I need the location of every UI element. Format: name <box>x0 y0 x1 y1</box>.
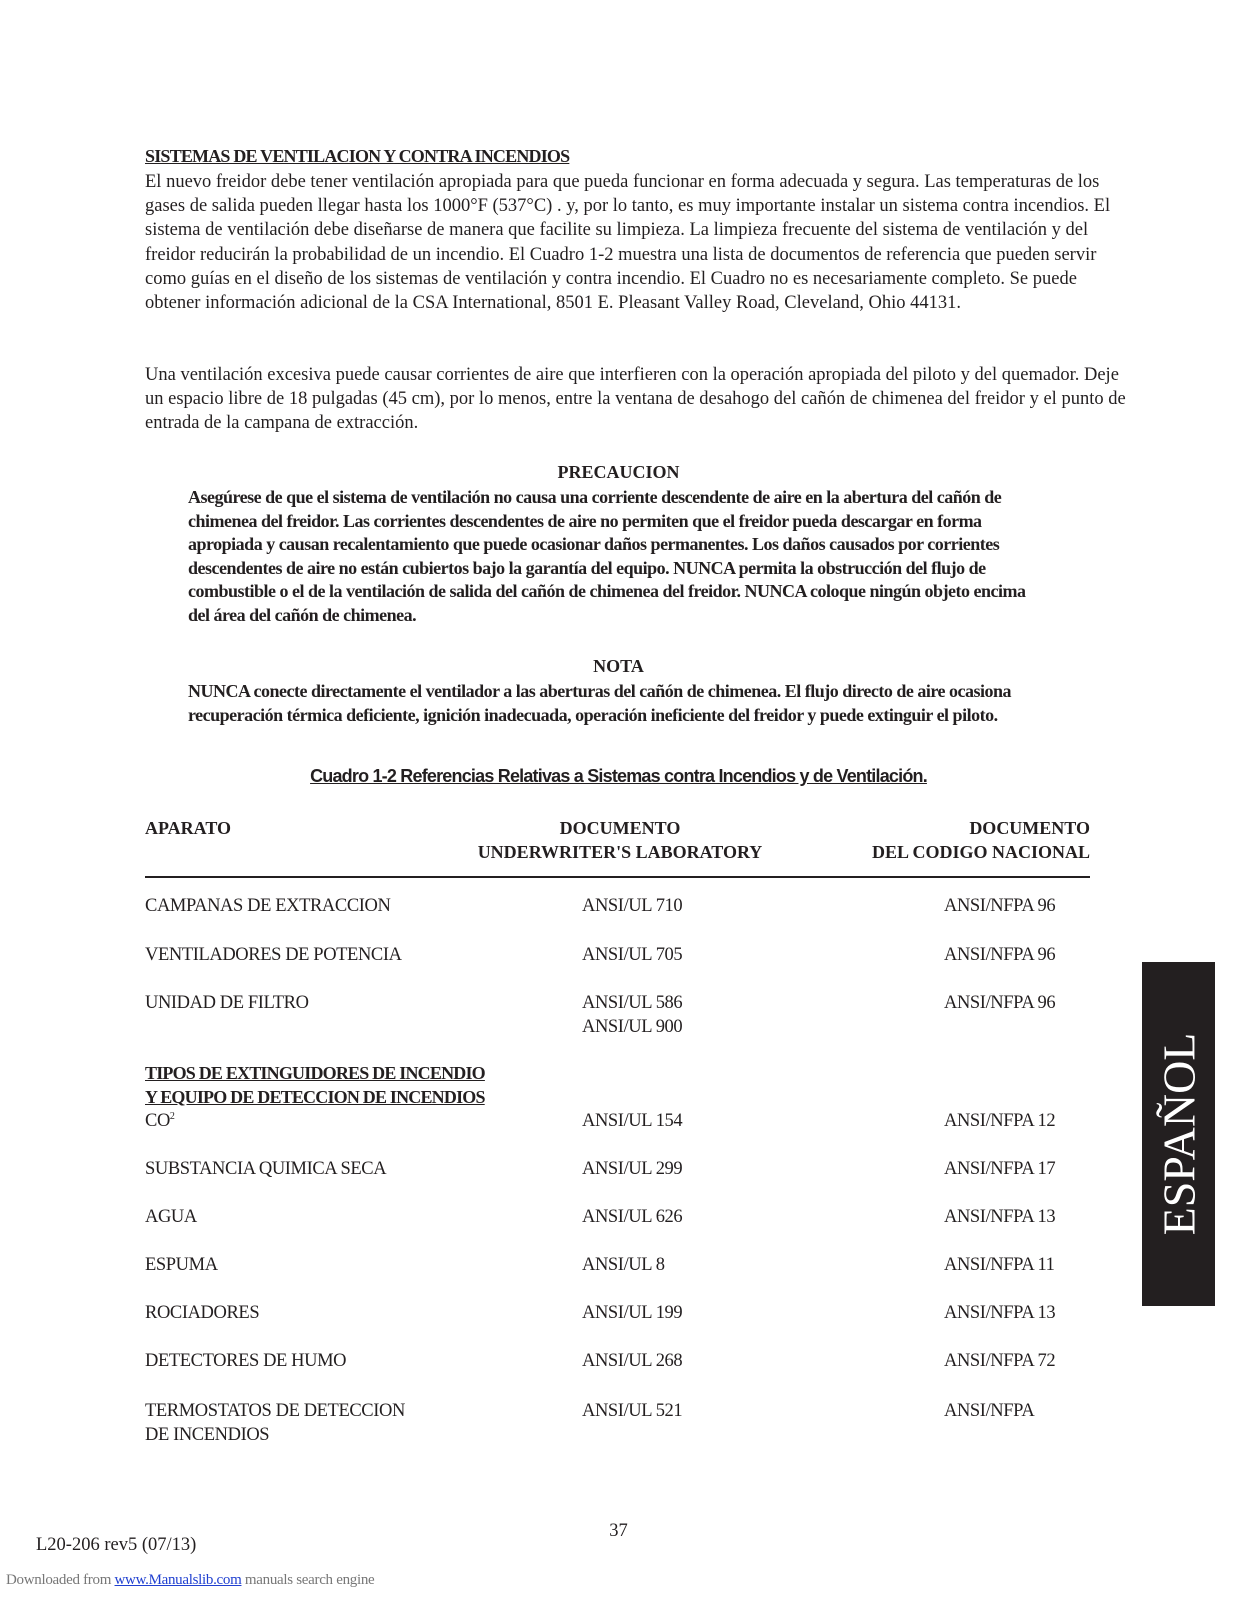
co2-label: CO <box>145 1111 170 1131</box>
table-row-aparato-co2 <box>145 1109 565 1133</box>
header-ul-line1: DOCUMENTO <box>559 818 681 838</box>
table-row-nfpa: ANSI/NFPA 12 <box>944 1111 1056 1131</box>
table-row-ul: ANSI/UL 8 <box>582 1255 665 1275</box>
table-row-nfpa: ANSI/NFPA 13 <box>944 1303 1056 1323</box>
table-row-ul: ANSI/UL 626 <box>582 1207 683 1227</box>
table-row-ul-secondary: ANSI/UL 900 <box>582 1017 683 1037</box>
header-nfpa <box>820 816 1090 864</box>
header-aparato: APARATO <box>145 818 232 838</box>
co2-subscript: 2 <box>169 1110 175 1122</box>
intro-paragraph: El nuevo freidor debe tener ventilación apropiada para que pueda funcionar en forma adecuada y segura. Las temperaturas de los gases de salida pueden llegar hasta los 1000°F (537°C) . y, por lo tanto, es muy importante instalar un sistema contra incendios. El sistema de ventilación debe diseñarse de manera que facilite su limpieza. La limpieza frecuente del sistema de ventilación y del freidor reducirán la probabilidad de un incendio. El Cuadro 1-2 muestra una lista de documentos de referencia que pueden servir como guías en el diseño de los sistemas de ventilación y contra incendio. El Cuadro no es necesariamente completo. Se puede obtener información adicional de la CSA International, 8501 E. Pleasant Valley Road, Cleveland, Ohio 44131. <box>145 172 1111 314</box>
table-row-ul: ANSI/UL 299 <box>582 1159 683 1179</box>
table-row-ul: ANSI/UL 268 <box>582 1351 683 1371</box>
table-row-ul: ANSI/UL 586 <box>582 993 683 1013</box>
download-footer <box>6 1572 374 1589</box>
table-row-nfpa: ANSI/NFPA 17 <box>944 1159 1056 1179</box>
header-ul-line2: UNDERWRITER'S LABORATORY <box>477 842 763 862</box>
document-code: L20-206 rev5 (07/13) <box>36 1535 197 1555</box>
table-row-aparato: UNIDAD DE FILTRO <box>145 993 309 1013</box>
table-row-nfpa: ANSI/NFPA 96 <box>944 993 1056 1013</box>
table-row-aparato: AGUA <box>145 1207 197 1227</box>
table-row-aparato: ESPUMA <box>145 1255 218 1275</box>
caution-text: Asegúrese de que el sistema de ventilación no causa una corriente descendente de aire en la abertura del cañón de chimenea del freidor. Las corrientes descendentes de aire no permiten que el freidor pueda descargar en forma apropiada y causan recalentamiento que puede ocasionar daños permanentes. Los daños causados por corrientes descendentes de aire no están cubiertos bajo la garantía del equipo. NUNCA permita la obstrucción del flujo de combustible o el de la ventilación de salida del cañón de chimenea del freidor. NUNCA coloque ningún objeto encima del área del cañón de chimenea. <box>188 487 1026 625</box>
table-row-aparato-multiline <box>145 1399 565 1447</box>
section-title: SISTEMAS DE VENTILACION Y CONTRA INCENDIOS <box>145 146 570 166</box>
extinguisher-heading-line1: TIPOS DE EXTINGUIDORES DE INCENDIO <box>145 1063 485 1083</box>
table-row-ul: ANSI/UL 521 <box>582 1401 683 1421</box>
footer-prefix: Downloaded from <box>6 1572 115 1588</box>
language-label: ESPAÑOL <box>1153 1032 1204 1236</box>
table-row-ul: ANSI/UL 199 <box>582 1303 683 1323</box>
note-text: NUNCA conecte directamente el ventilador a las aberturas del cañón de chimenea. El flujo directo de aire ocasiona recuperación térmica deficiente, ignición inadecuada, operación ineficiente del freidor y puede extinguir el piloto. <box>188 681 1012 725</box>
table-row-aparato: CAMPANAS DE EXTRACCION <box>145 896 391 916</box>
manualslib-link[interactable]: www.Manualslib.com <box>114 1572 242 1588</box>
header-ul <box>470 816 770 864</box>
header-nfpa-line2: DEL CODIGO NACIONAL <box>871 842 1090 862</box>
extinguisher-section-heading <box>145 1061 485 1109</box>
table-row-aparato: ROCIADORES <box>145 1303 260 1323</box>
table-row-nfpa: ANSI/NFPA 11 <box>944 1255 1055 1275</box>
table-row-nfpa: ANSI/NFPA 13 <box>944 1207 1056 1227</box>
table-title: Cuadro 1-2 Referencias Relativas a Sistemas contra Incendios y de Ventilación. <box>310 766 927 786</box>
footer-suffix: manuals search engine <box>241 1572 375 1588</box>
caution-title: PRECAUCION <box>557 462 680 482</box>
table-row-nfpa: ANSI/NFPA 96 <box>944 896 1056 916</box>
table-row-ul: ANSI/UL 710 <box>582 896 683 916</box>
table-row-aparato: SUBSTANCIA QUIMICA SECA <box>145 1159 387 1179</box>
table-row-nfpa: ANSI/NFPA 72 <box>944 1351 1056 1371</box>
table-row-aparato: DETECTORES DE HUMO <box>145 1351 347 1371</box>
termostatos-line1: TERMOSTATOS DE DETECCION <box>145 1401 405 1421</box>
table-row-nfpa: ANSI/NFPA 96 <box>944 945 1056 965</box>
language-side-tab <box>1142 962 1215 1306</box>
table-row-nfpa: ANSI/NFPA <box>944 1401 1035 1421</box>
termostatos-line2: DE INCENDIOS <box>145 1425 270 1445</box>
table-header-rule <box>145 876 1090 878</box>
table-row-ul: ANSI/UL 154 <box>582 1111 683 1131</box>
extinguisher-heading-line2: Y EQUIPO DE DETECCION DE INCENDIOS <box>145 1087 485 1107</box>
ventilation-paragraph: Una ventilación excesiva puede causar corrientes de aire que interfieren con la operación apropiada del piloto y del quemador. Deje un espacio libre de 18 pulgadas (45 cm), por lo menos, entre la ventana de desahogo del cañón de chimenea del freidor y el punto de entrada de la campana de extracción. <box>145 365 1126 434</box>
header-nfpa-line1: DOCUMENTO <box>969 818 1090 838</box>
table-row-ul: ANSI/UL 705 <box>582 945 683 965</box>
note-title: NOTA <box>593 656 644 676</box>
table-row-aparato: VENTILADORES DE POTENCIA <box>145 945 402 965</box>
page-number: 37 <box>609 1521 628 1541</box>
